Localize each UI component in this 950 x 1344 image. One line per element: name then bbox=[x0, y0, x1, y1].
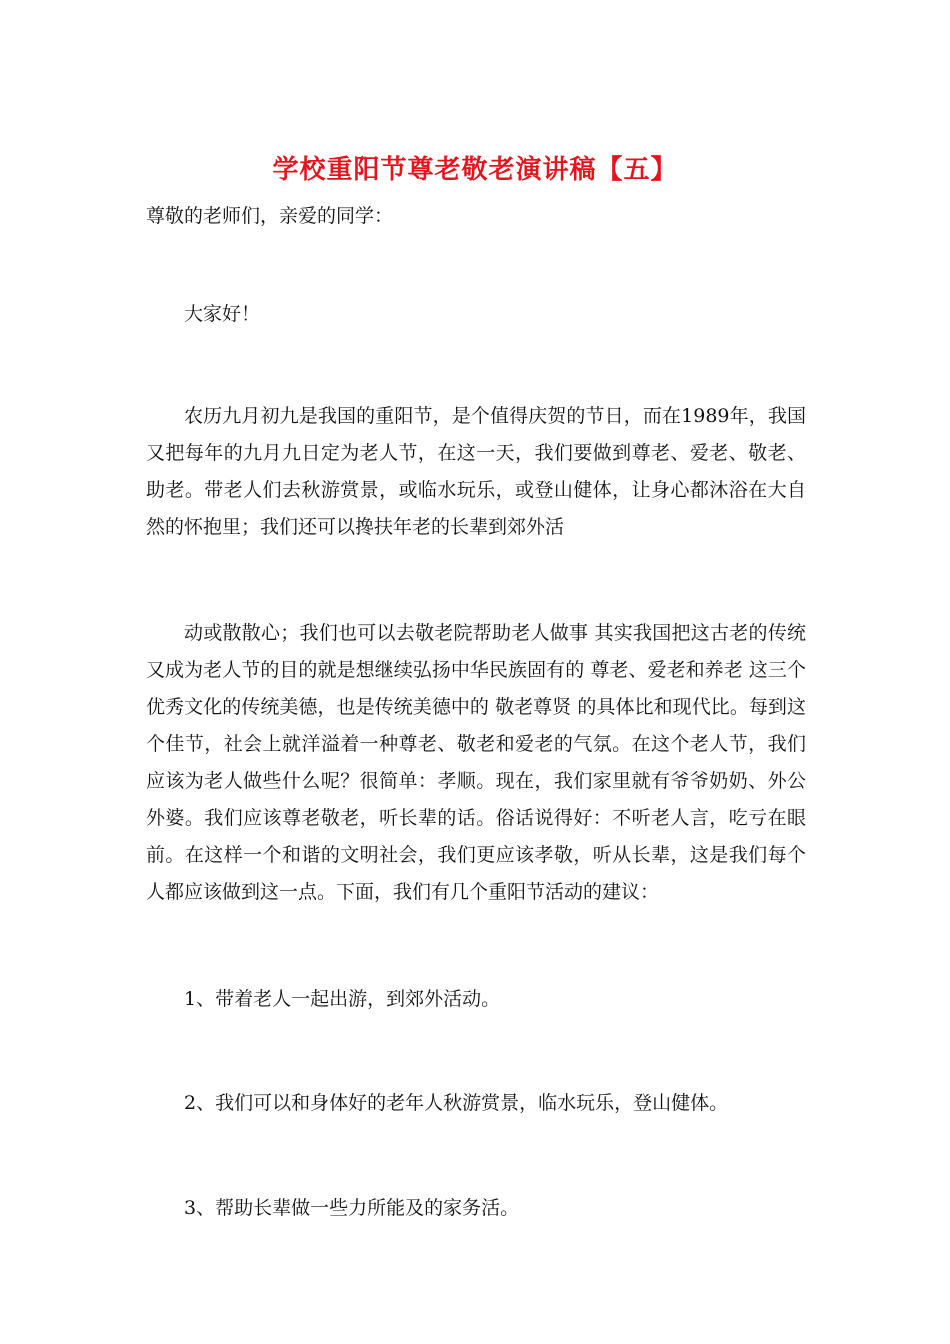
suggestion-1 bbox=[146, 981, 806, 1018]
paragraph-1 bbox=[146, 398, 806, 546]
document-title: 学校重阳节尊老敬老演讲稿【五】 bbox=[272, 155, 678, 185]
suggestion-3 bbox=[146, 1190, 806, 1227]
paragraph-2 bbox=[146, 615, 806, 911]
greeting bbox=[146, 296, 806, 333]
suggestion-text: 1、带着老人一起出游，到郊外活动。 bbox=[184, 988, 501, 1010]
salutation bbox=[146, 198, 806, 235]
paragraph-text: 动或散散心；我们也可以去敬老院帮助老人做事 其实我国把这古老的传统又成为老人节的目的就是想继续弘扬中华民族固有的 尊老、爱老和养老 这三个优秀文化的传统美德，也是传统美德中的 敬老尊贤 的具体比和现代比。每到这个佳节，社会上就洋溢着一种尊老、敬老和爱老的气氛。在这个老人节，我们应该为老人做些什么呢？很简单：孝顺。现在，我们家里就有爷爷奶奶、外公外婆。我们应该尊老敬老，听长辈的话。俗话说得好：不听老人言，吃亏在眼前。在这样一个和谐的文明社会，我们更应该孝敬，听从长辈，这是我们每个人都应该做到这一点。下面，我们有几个重阳节活动的建议： bbox=[146, 622, 806, 903]
greeting-text: 大家好！ bbox=[184, 303, 261, 325]
suggestion-text: 3、帮助长辈做一些力所能及的家务活。 bbox=[184, 1197, 520, 1219]
suggestion-2 bbox=[146, 1085, 806, 1122]
suggestion-text: 2、我们可以和身体好的老年人秋游赏景，临水玩乐，登山健体。 bbox=[184, 1092, 729, 1114]
salutation-text: 尊敬的老师们，亲爱的同学： bbox=[146, 205, 394, 227]
paragraph-text: 农历九月初九是我国的重阳节，是个值得庆贺的节日，而在1989年，我国又把每年的九月九日定为老人节，在这一天，我们要做到尊老、爱老、敬老、助老。带老人们去秋游赏景，或临水玩乐，或登山健体，让身心都沐浴在大自然的怀抱里；我们还可以搀扶年老的长辈到郊外活 bbox=[146, 405, 806, 538]
